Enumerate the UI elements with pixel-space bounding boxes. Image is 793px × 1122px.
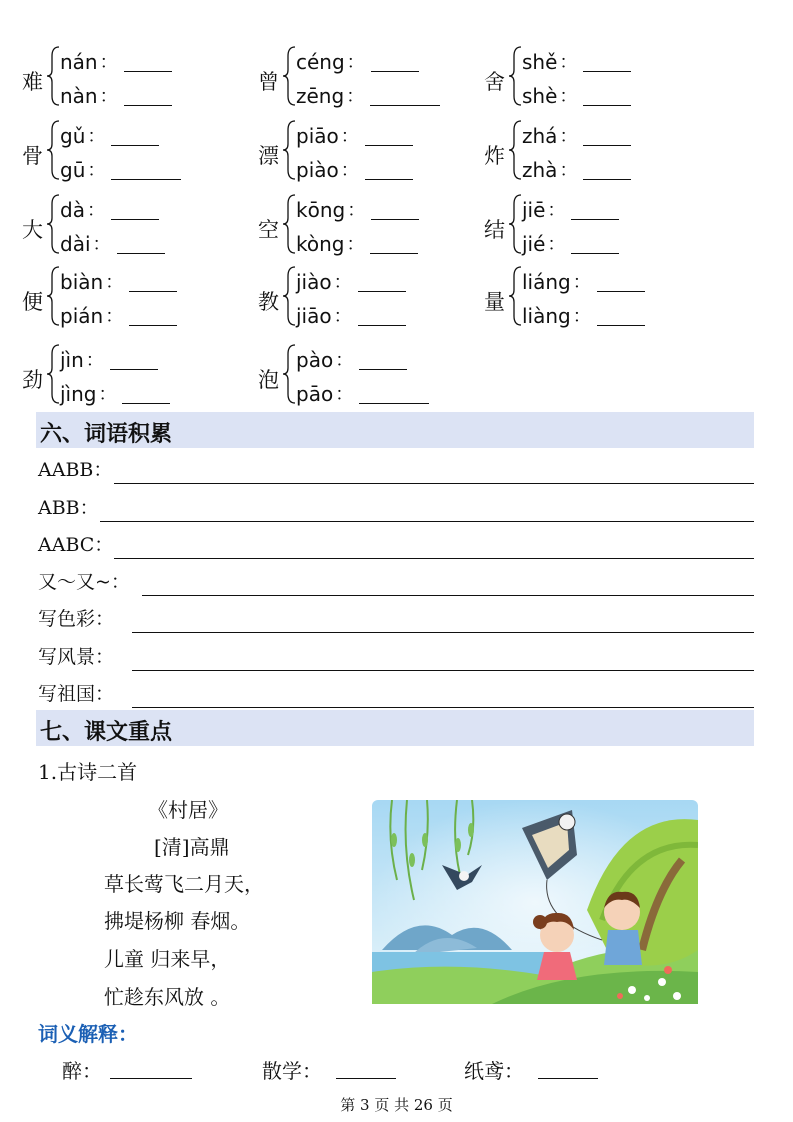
brace-icon [282,194,296,254]
answer-blank[interactable] [359,349,407,370]
pinyin: jiào [296,270,332,294]
word-row-aabb [38,456,754,486]
pinyin: gū [60,158,86,182]
polyphone-item: 大 dà ： dài ： [22,192,232,262]
answer-blank[interactable] [117,233,165,254]
pinyin: jiē [522,198,546,222]
pinyin: zhá [522,124,558,148]
answer-blank[interactable] [597,305,645,326]
answer-blank[interactable] [124,51,172,72]
polyphone-item: 骨 gǔ ： gū ： [22,118,232,188]
answer-blank[interactable] [129,271,177,292]
pinyin: pāo [296,382,334,406]
row-label: 写祖国： [38,683,115,705]
pinyin: jié [522,232,546,256]
polyphone-char: 空 [258,218,279,242]
brace-icon [282,46,296,106]
pinyin: zhà [522,158,558,182]
polyphone-item: 结 jiē ： jié ： [484,192,694,262]
section-title: 六、词语积累 [40,422,173,447]
answer-blank[interactable] [597,271,645,292]
word-row-abb [38,494,754,524]
answer-blank[interactable] [122,383,170,404]
polyphone-item: 难 nán ： nàn ： [22,44,232,114]
pinyin: nàn [60,84,98,108]
polyphone-char: 结 [484,218,505,242]
brace-icon [46,120,60,180]
vocab-word: 醉： [62,1059,102,1083]
answer-blank[interactable] [365,159,413,180]
polyphone-item: 漂 piāo ： piào ： [258,118,468,188]
pinyin: jìn [60,348,84,372]
answer-blank[interactable] [583,51,631,72]
pinyin: kōng [296,198,346,222]
brace-icon [282,266,296,326]
pinyin: biàn [60,270,104,294]
polyphone-char: 教 [258,290,279,314]
vocab-word: 散学： [262,1059,322,1083]
brace-icon [46,194,60,254]
answer-blank[interactable] [358,271,406,292]
pinyin: piāo [296,124,339,148]
polyphone-char: 曾 [258,70,279,94]
poem-line: 草长莺飞二月天， [104,872,264,896]
pinyin: dài [60,232,91,256]
pinyin: kòng [296,232,345,256]
poem-title: 《村居》 [148,798,228,822]
answer-blank[interactable] [583,125,631,146]
section-header-6 [36,412,754,448]
word-row-scenery [38,643,754,673]
answer-line[interactable] [132,707,754,708]
brace-icon [508,120,522,180]
answer-blank[interactable] [111,125,159,146]
polyphone-item: 舍 shě ： shè ： [484,44,694,114]
answer-line[interactable] [538,1058,598,1079]
brace-icon [282,344,296,404]
answer-blank[interactable] [359,383,429,404]
pinyin: dà [60,198,85,222]
kite-children-illustration [372,800,698,1004]
poem-line: 忙趁东风放 。 [104,985,231,1009]
pinyin: nán [60,50,98,74]
answer-blank[interactable] [111,159,181,180]
answer-blank[interactable] [129,305,177,326]
row-label: 写风景： [38,646,115,668]
answer-blank[interactable] [110,349,158,370]
answer-blank[interactable] [370,85,440,106]
poem-heading: 1.古诗二首 [38,760,138,784]
brace-icon [508,46,522,106]
pinyin: pián [60,304,104,328]
answer-blank[interactable] [124,85,172,106]
row-label: AABC： [38,534,114,556]
answer-blank[interactable] [358,305,406,326]
pinyin: jìng [60,382,97,406]
answer-blank[interactable] [111,199,159,220]
polyphone-char: 骨 [22,144,43,168]
polyphone-item: 劲 jìn ： jìng ： [22,342,232,412]
pinyin: jiāo [296,304,332,328]
polyphone-item: 泡 pào ： pāo ： [258,342,468,412]
vocab-word: 纸鸢： [464,1059,524,1083]
poem-line: 拂堤杨柳 春烟。 [104,909,251,933]
section-title: 七、课文重点 [40,720,173,745]
answer-line[interactable] [110,1058,192,1079]
polyphone-char: 大 [22,218,43,242]
row-label: 又～又~： [38,571,130,593]
pinyin: liáng [522,270,571,294]
pinyin: piào [296,158,339,182]
polyphone-item: 曾 céng ： zēng ： [258,44,468,114]
pinyin: gǔ [60,124,86,148]
polyphone-item: 教 jiào ： jiāo ： [258,264,468,334]
polyphone-char: 漂 [258,144,279,168]
pinyin: céng [296,50,345,74]
polyphone-char: 泡 [258,368,279,392]
polyphone-char: 劲 [22,368,43,392]
word-row-aabc [38,531,754,561]
poem-author: [清]高鼎 [154,835,230,859]
answer-line[interactable] [114,558,754,559]
pinyin: liàng [522,304,571,328]
answer-blank[interactable] [371,51,419,72]
answer-blank[interactable] [370,233,418,254]
poem-line: 儿童 归来早， [104,947,231,971]
answer-blank[interactable] [571,199,619,220]
polyphone-item: 便 biàn ： pián ： [22,264,232,334]
page-footer: 第 3 页 共 26 页 [340,1096,453,1114]
polyphone-item: 炸 zhá ： zhà ： [484,118,694,188]
answer-blank[interactable] [371,199,419,220]
polyphone-char: 舍 [484,70,505,94]
answer-line[interactable] [336,1058,396,1079]
brace-icon [46,344,60,404]
word-row-colors [38,605,754,635]
polyphone-item: 空 kōng ： kòng ： [258,192,468,262]
brace-icon [282,120,296,180]
polyphone-char: 便 [22,290,43,314]
word-row-you-you [38,568,754,598]
brace-icon [508,266,522,326]
answer-line[interactable] [142,595,754,596]
pinyin: shè [522,84,558,108]
polyphone-char: 量 [484,290,505,314]
pinyin: shě [522,50,558,74]
pinyin: zēng [296,84,345,108]
vocab-label: 词义解释： [38,1022,138,1046]
row-label: ABB： [38,497,99,519]
polyphone-char: 炸 [484,144,505,168]
answer-line[interactable] [132,670,754,671]
row-label: 写色彩： [38,608,115,630]
answer-blank[interactable] [571,233,619,254]
answer-blank[interactable] [583,159,631,180]
answer-line[interactable] [100,521,754,522]
brace-icon [46,266,60,326]
polyphone-item: 量 liáng ： liàng ： [484,264,694,334]
row-label: AABB： [38,459,113,481]
pinyin: pào [296,348,334,372]
polyphone-char: 难 [22,70,43,94]
answer-blank[interactable] [365,125,413,146]
section-header-7 [36,710,754,746]
answer-blank[interactable] [583,85,631,106]
word-row-motherland [38,680,754,710]
answer-line[interactable] [132,632,754,633]
answer-line[interactable] [114,483,754,484]
brace-icon [46,46,60,106]
brace-icon [508,194,522,254]
